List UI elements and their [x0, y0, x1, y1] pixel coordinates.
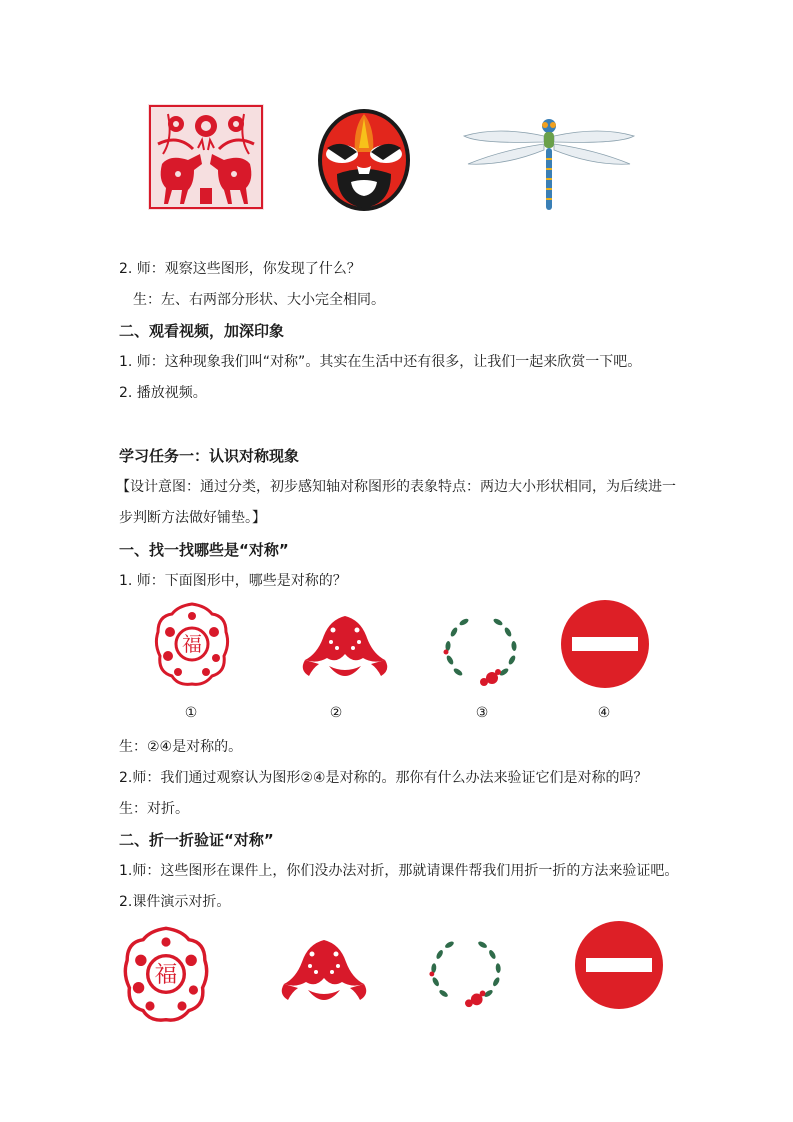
- paper-cut-fish-figure-2-demo: [276, 934, 372, 1008]
- figure-label-3: ③: [475, 705, 489, 721]
- section2-item2: 2. 播放视频。: [119, 385, 207, 401]
- task1-title: 学习任务一：认识对称现象: [119, 447, 300, 465]
- sub1-heading: 一、找一找哪些是“对称”: [119, 541, 289, 559]
- figure-label-4: ④: [597, 705, 611, 721]
- intro-answer: 生：左、右两部分形状、大小完全相同。: [133, 292, 385, 308]
- design-intent-line1: 【设计意图：通过分类，初步感知轴对称图形的表象特点：两边大小形状相同，为后续进一: [116, 479, 676, 495]
- no-entry-sign-figure-4: [560, 599, 650, 689]
- paper-cut-deer-image: [148, 104, 264, 210]
- fu-seal-figure-1-demo: [120, 926, 212, 1022]
- leaf-wreath-figure-3: [440, 612, 522, 690]
- seal-char-demo: 福: [154, 962, 178, 988]
- peking-opera-mask-image: [317, 108, 411, 212]
- no-entry-sign-figure-4-demo: [574, 920, 664, 1010]
- section2-item1: 1. 师：这种现象我们叫“对称”。其实在生活中还有很多，让我们一起来欣赏一下吧。: [119, 354, 642, 370]
- seal-char: 福: [182, 632, 202, 656]
- leaf-wreath-figure-3-demo: [426, 934, 506, 1012]
- sub2-item2: 2.课件演示对折。: [119, 894, 231, 910]
- sub1-question: 1. 师：下面图形中，哪些是对称的？: [119, 573, 347, 589]
- paper-cut-fish-figure-2: [299, 610, 391, 684]
- section2-heading: 二、观看视频，加深印象: [119, 322, 285, 340]
- figure-label-1: ①: [184, 705, 198, 721]
- fu-seal-figure-1: [154, 602, 230, 686]
- question2: 2.师：我们通过观察认为图形②④是对称的。那你有什么办法来验证它们是对称的吗？: [119, 770, 648, 786]
- answer1: 生：②④是对称的。: [119, 739, 243, 755]
- dragonfly-image: [458, 114, 640, 212]
- sub2-item1: 1.师：这些图形在课件上，你们没办法对折，那就请课件帮我们用折一折的方法来验证吧。: [119, 863, 679, 879]
- design-intent-line2: 步判断方法做好铺垫。】: [119, 510, 266, 526]
- intro-question: 2. 师：观察这些图形，你发现了什么？: [119, 261, 361, 277]
- answer2: 生：对折。: [119, 801, 189, 817]
- sub2-heading: 二、折一折验证“对称”: [119, 831, 274, 849]
- figure-label-2: ②: [329, 705, 343, 721]
